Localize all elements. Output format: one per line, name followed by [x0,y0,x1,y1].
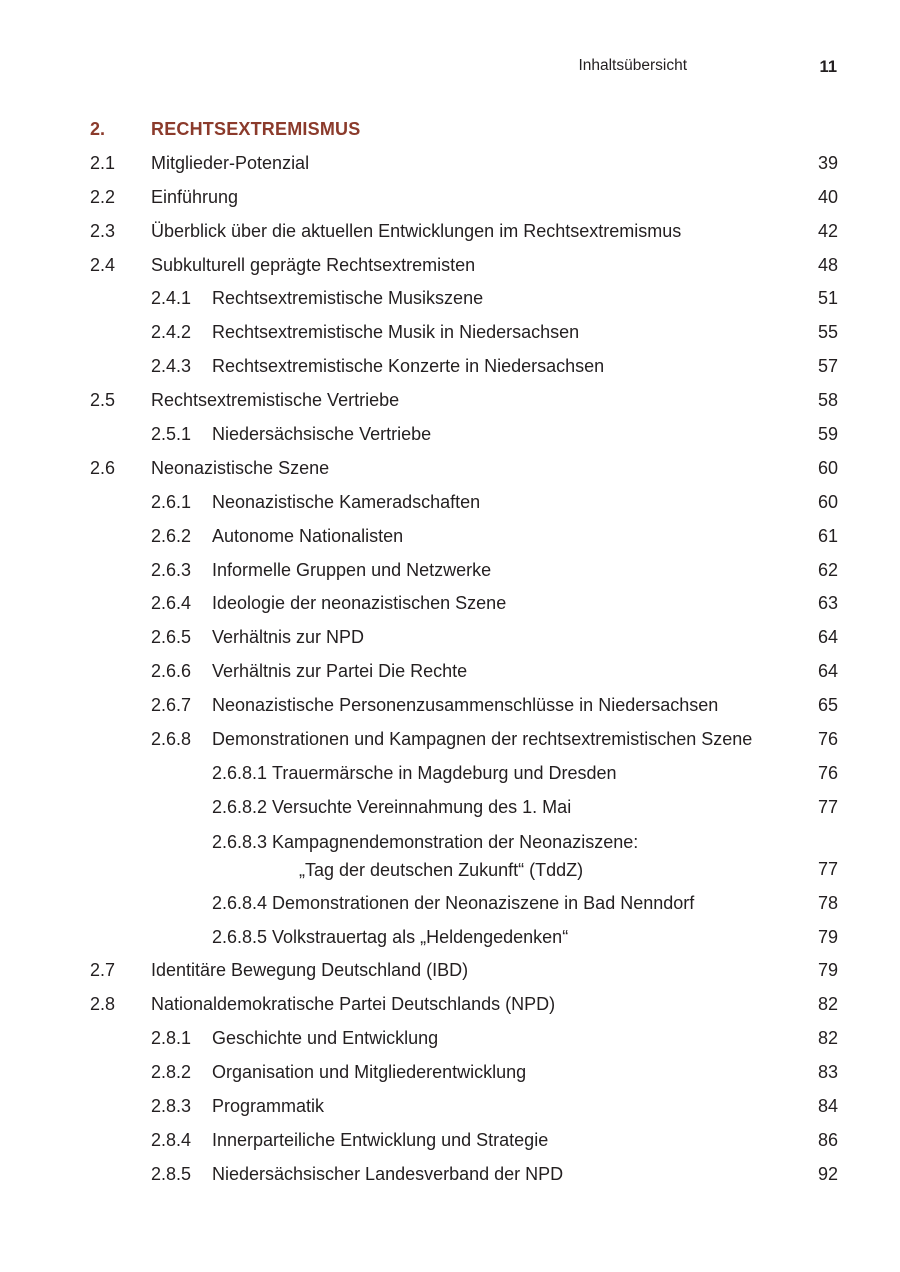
toc-entry-number: 2.5.1 [151,424,192,445]
toc-entry[interactable] [0,350,900,384]
toc-entry-title [212,689,718,723]
toc-entry-page-number: 51 [817,288,838,309]
toc-entry-title [212,1124,548,1158]
toc-entry[interactable] [0,587,900,621]
toc-entry-title-text: Überblick über die aktuellen Entwicklungen im Rechtsextremismus [151,220,682,241]
toc-entry-number: 2.6 [90,457,116,478]
toc-entry-title-text: Rechtsextremistische Konzerte in Niedersachsen [212,356,605,377]
toc-entry-number: 2.6.8 [151,729,192,750]
toc-entry-title [212,486,480,520]
toc-entry-number: 2.6.5 [151,627,192,648]
toc-entry-number: 2.6.3 [151,559,192,580]
toc-entry-title-text: Programmatik [212,1096,325,1117]
toc-entry-number: 2.6.8.1 [212,762,268,783]
toc-entry-number: 2.4.2 [151,322,192,343]
toc-entry-title-text: Demonstrationen der Neonaziszene in Bad Nenndorf [272,892,695,913]
toc-entry-page-number: 60 [817,491,838,512]
toc-entry[interactable] [0,486,900,520]
toc-entry-number: 2.6.1 [151,491,192,512]
toc-entry[interactable] [0,282,900,316]
toc-entry-title-continuation: „Tag der deutschen Zukunft“ (TddZ) [299,859,584,880]
toc-entry-title [151,181,238,215]
toc-entry-page-number: 76 [817,762,838,783]
toc-entry-number: 2.6.8.3 [212,831,268,852]
toc-entry-title-text: Verhältnis zur NPD [212,627,365,648]
toc-entry-title-text: Subkulturell geprägte Rechtsextremisten [151,254,476,275]
toc-entry-page-number: 79 [817,926,838,947]
toc-entry[interactable] [0,621,900,655]
toc-entry-title [151,452,329,486]
toc-entry-number: 2.8.2 [151,1062,192,1083]
toc-entry-title [212,723,752,757]
toc-entry-number: 2.8.1 [151,1028,192,1049]
toc-entry-title-text: Demonstrationen und Kampagnen der rechtsextremistischen Szene [212,729,753,750]
toc-entry-title [151,384,399,418]
running-title: Inhaltsübersicht [578,57,687,74]
toc-entry[interactable] [0,988,900,1022]
toc-entry-page-number: 77 [817,796,838,817]
toc-entry-title [212,282,483,316]
toc-entry-page-number: 64 [817,627,838,648]
toc-entry-number: 2.5 [90,390,116,411]
toc-entry[interactable] [0,1090,900,1124]
toc-entry-title [151,954,468,988]
toc-entry[interactable] [0,655,900,689]
toc-entry[interactable] [0,554,900,588]
toc-entry-title [151,249,475,283]
toc-entry-title-text: Trauermärsche in Magdeburg und Dresden [272,762,617,783]
toc-entry[interactable] [0,1022,900,1056]
toc-entry-title-text: Rechtsextremistische Musikszene [212,288,484,309]
toc-entry-title-text: Mitglieder-Potenzial [151,152,310,173]
toc-entry-page-number: 64 [817,661,838,682]
toc-entry-number: 2. [90,119,106,139]
page-number: 11 [819,58,837,76]
toc-entry-title-text: Niedersächsischer Landesverband der NPD [212,1163,564,1184]
toc-entry-title [212,418,431,452]
toc-entry-number: 2.8 [90,994,116,1015]
toc-entry-title [212,1022,438,1056]
toc-entry-number: 2.6.8.2 [212,796,268,817]
toc-entry-number: 2.6.7 [151,695,192,716]
toc-entry-number: 2.8.3 [151,1096,192,1117]
toc-entry-number: 2.4.3 [151,356,192,377]
toc-entry-page-number: 62 [817,559,838,580]
toc-entry-title [212,621,364,655]
toc-entry-number: 2.8.5 [151,1163,192,1184]
toc-entry[interactable] [0,384,900,418]
toc-entry-number: 2.6.2 [151,525,192,546]
toc-entry-title-text: Autonome Nationalisten [212,525,404,546]
toc-entry[interactable] [0,181,900,215]
toc-entry-number: 2.4.1 [151,288,192,309]
toc-entry-page-number: 58 [817,390,838,411]
toc-entry-title-text: RECHTSEXTREMISMUS [151,119,361,139]
toc-entry-page-number: 84 [817,1096,838,1117]
toc-entry[interactable] [0,825,900,887]
toc-entry-number: 2.6.4 [151,593,192,614]
toc-entry-page-number: 60 [817,457,838,478]
toc-entry-number: 2.2 [90,186,116,207]
toc-entry-title [212,554,491,588]
toc-entry-title-text: Nationaldemokratische Partei Deutschlands (NPD) [151,994,556,1015]
toc-entry-title [272,921,568,955]
toc-entry-title-text: Kampagnendemonstration der Neonaziszene: [272,831,639,852]
toc-entry-page-number: 61 [817,525,838,546]
toc-entry-number: 2.3 [90,220,116,241]
toc-entry-title-text: Neonazistische Personenzusammenschlüsse in Niedersachsen [212,695,719,716]
toc-entry-number: 2.1 [90,152,116,173]
toc-entry-title [151,215,681,249]
toc-entry-title-text: Versuchte Vereinnahmung des 1. Mai [272,796,572,817]
toc-entry-title [212,655,467,689]
toc-entry-page-number: 92 [817,1163,838,1184]
toc-entry-title-text: Informelle Gruppen und Netzwerke [212,559,492,580]
table-of-contents [0,113,900,1192]
toc-entry-page-number: 86 [817,1129,838,1150]
toc-entry-title [151,988,555,1022]
toc-entry-title-text: Ideologie der neonazistischen Szene [212,593,507,614]
toc-entry-number: 2.7 [90,960,116,981]
toc-entry[interactable] [0,689,900,723]
toc-entry-page-number: 76 [817,729,838,750]
toc-entry-title-text: Verhältnis zur Partei Die Rechte [212,661,468,682]
toc-entry-title [212,1090,324,1124]
toc-entry[interactable] [0,1158,900,1192]
toc-entry-title [212,1056,526,1090]
toc-entry-title-text: Niedersächsische Vertriebe [212,424,432,445]
toc-entry-page-number: 82 [817,1028,838,1049]
toc-entry[interactable] [0,452,900,486]
toc-entry[interactable] [0,147,900,181]
toc-entry-title [212,316,579,350]
toc-entry-title [212,520,403,554]
toc-entry-page-number: 55 [817,322,838,343]
toc-entry[interactable] [0,249,900,283]
toc-entry-title [272,887,694,921]
toc-entry-page-number: 65 [817,695,838,716]
toc-entry-page-number: 59 [817,424,838,445]
toc-entry-title-text: Neonazistische Szene [151,457,330,478]
chapter-heading[interactable] [0,113,900,147]
toc-entry[interactable] [0,316,900,350]
toc-entry-title-text: Einführung [151,186,239,207]
toc-entry-title-text: Identitäre Bewegung Deutschland (IBD) [151,960,469,981]
toc-entry-title-text: Innerparteiliche Entwicklung und Strategie [212,1129,549,1150]
toc-entry-number: 2.8.4 [151,1129,192,1150]
toc-entry-page-number: 40 [817,186,838,207]
toc-entry[interactable] [0,921,900,955]
toc-entry-number: 2.6.6 [151,661,192,682]
toc-entry-title [272,757,617,791]
toc-entry-page-number: 39 [817,152,838,173]
toc-entry[interactable] [0,418,900,452]
toc-entry[interactable] [0,723,900,757]
toc-entry-page-number: 48 [817,254,838,275]
running-header [0,57,900,81]
toc-entry[interactable] [0,757,900,791]
toc-entry-page-number: 42 [817,220,838,241]
toc-entry[interactable] [0,954,900,988]
toc-entry-title-text: Neonazistische Kameradschaften [212,491,481,512]
toc-entry-page-number: 57 [817,356,838,377]
toc-entry-title-text: Organisation und Mitgliederentwicklung [212,1062,527,1083]
toc-entry[interactable] [0,520,900,554]
toc-entry-page-number: 78 [817,892,838,913]
toc-entry[interactable] [0,791,900,825]
toc-entry-title [272,791,571,825]
toc-entry-title [151,147,309,181]
toc-entry-title [212,1158,563,1192]
toc-entry-title [151,113,360,147]
toc-entry[interactable] [0,215,900,249]
toc-entry-title [272,828,638,884]
toc-entry[interactable] [0,1124,900,1158]
toc-entry-number: 2.6.8.4 [212,892,268,913]
toc-entry-page-number: 82 [817,994,838,1015]
toc-entry-title-text: Rechtsextremistische Musik in Niedersachsen [212,322,580,343]
toc-entry-page-number: 77 [817,858,838,879]
toc-entry-page-number: 83 [817,1062,838,1083]
toc-entry-title [212,587,506,621]
toc-entry-title [212,350,604,384]
toc-entry-page-number: 79 [817,960,838,981]
toc-entry[interactable] [0,1056,900,1090]
toc-entry[interactable] [0,887,900,921]
toc-entry-page-number: 63 [817,593,838,614]
toc-entry-title-text: Rechtsextremistische Vertriebe [151,390,400,411]
toc-entry-title-text: Geschichte und Entwicklung [212,1028,439,1049]
toc-entry-number: 2.6.8.5 [212,926,268,947]
toc-entry-title-text: Volkstrauertag als „Heldengedenken“ [272,926,569,947]
toc-entry-number: 2.4 [90,254,116,275]
